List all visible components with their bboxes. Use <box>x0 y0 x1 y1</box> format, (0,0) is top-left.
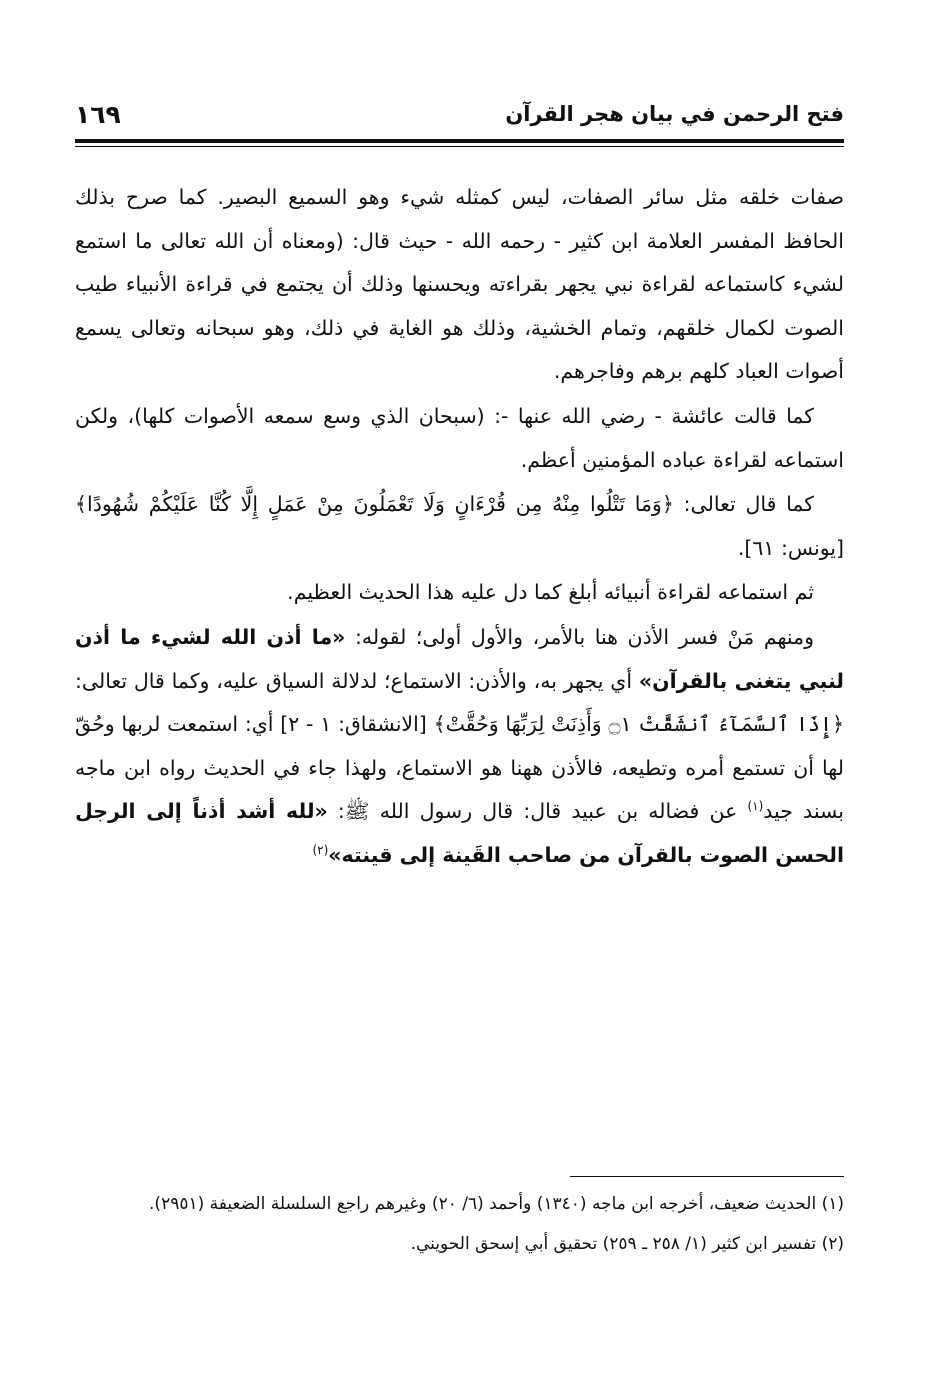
footnote-separator <box>570 1176 844 1177</box>
footnote-2-marker: (٢) <box>821 1234 844 1254</box>
quran-verse-yunus: ﴿وَمَا تَتْلُوا مِنْهُ مِن قُرْءَانٍ وَلَا تَعْمَلُونَ مِنْ عَمَلٍ إِلَّا كُنَّا عَلَيْكُمْ شُهُودًا﴾ <box>75 492 674 517</box>
page-header <box>75 92 844 136</box>
paragraph-5 <box>75 616 844 878</box>
main-text <box>75 176 844 879</box>
header-rule-thick <box>75 139 844 143</box>
footnotes <box>75 1186 844 1266</box>
paragraph-5-text-c: [الانشقاق: ١ - ٢] أي: استمعت لربها وحُقّ لها أن تستمع أمره وتطيعه، فالأذن ههنا هو الاستماع، ولهذا جاء في الحديث رواه ابن ماجه بسند جيد <box>75 712 844 824</box>
footnote-1-marker: (١) <box>821 1194 844 1214</box>
footnote-1-text: الحديث ضعيف، أخرجه ابن ماجه (١٣٤٠) وأحمد (٦/ ٢٠) وغيرهم راجع السلسلة الضعيفة (٢٩٥١). <box>149 1194 817 1214</box>
paragraph-3-lead: كما قال تعالى: <box>673 492 814 517</box>
footnote-1 <box>75 1186 844 1222</box>
paragraph-5-text-d: عن فضاله بن عبيد قال: قال رسول الله ﷺ: <box>327 799 748 824</box>
paragraph-5-text-a: ومنهم مَنْ فسر الأذن هنا بالأمر، والأول أولى؛ لقوله: <box>345 624 814 649</box>
paragraph-3 <box>75 483 844 570</box>
paragraph-4: ثم استماعه لقراءة أنبيائه أبلغ كما دل عليه هذا الحديث العظيم. <box>287 580 814 605</box>
verse-reference-yunus: [يونس: ٦١]. <box>737 535 844 560</box>
footnote-ref-1: (١) <box>747 799 764 814</box>
paragraph-5-text-b: أي يجهر به، والأذن: الاستماع؛ لدلالة السياق عليه، وكما قال تعالى: <box>75 668 639 693</box>
footnote-2 <box>75 1226 844 1262</box>
header-rule-thin <box>75 146 844 147</box>
page-number: ١٦٩ <box>75 99 121 129</box>
paragraph-1: صفات خلقه مثل سائر الصفات، ليس كمثله شيء وهو السميع البصير. كما صرح بذلك الحافظ المفسر العلامة ابن كثير - رحمه الله - حيث قال: (ومعناه أن الله تعالى ما استمع لشيء كاستماعه لقراءة نبي يجهر بقراءته ويحسنها وذلك أن يجتمع في قراءة الأنبياء طيب الصوت لكمال خلقهم، وتمام الخشية، وذلك هو الغاية في ذلك، وهو سبحانه وتعالى يسمع أصوات العباد كلهم برهم وفاجرهم. <box>75 185 844 384</box>
quran-verse-inshiqaq: ﴿إِذَا ٱلسَّمَآءُ ٱنشَقَّتْ ۝١ وَأَذِنَتْ لِرَبِّهَا وَحُقَّتْ﴾ <box>433 712 844 737</box>
footnote-2-text: تفسير ابن كثير (١/ ٢٥٨ ـ ٢٥٩) تحقيق أبي إسحق الحويني. <box>410 1234 817 1254</box>
hadith-quote-2: «لله أشد أذناً إلى الرجل الحسن الصوت بالقرآن من صاحب القَينة إلى قينته» <box>75 799 844 867</box>
paragraph-2: كما قالت عائشة - رضي الله عنها -: (سبحان الذي وسع سمعه الأصوات كلها)، ولكن استماعه لقراءة عباده المؤمنين أعظم. <box>75 403 844 472</box>
hadith-quote-1: «ما أذن الله لشيء ما أذن لنبي يتغنى بالقرآن» <box>75 624 845 693</box>
footnote-ref-2: (٢) <box>312 843 329 858</box>
running-title: فتح الرحمن في بيان هجر القرآن <box>505 102 844 126</box>
